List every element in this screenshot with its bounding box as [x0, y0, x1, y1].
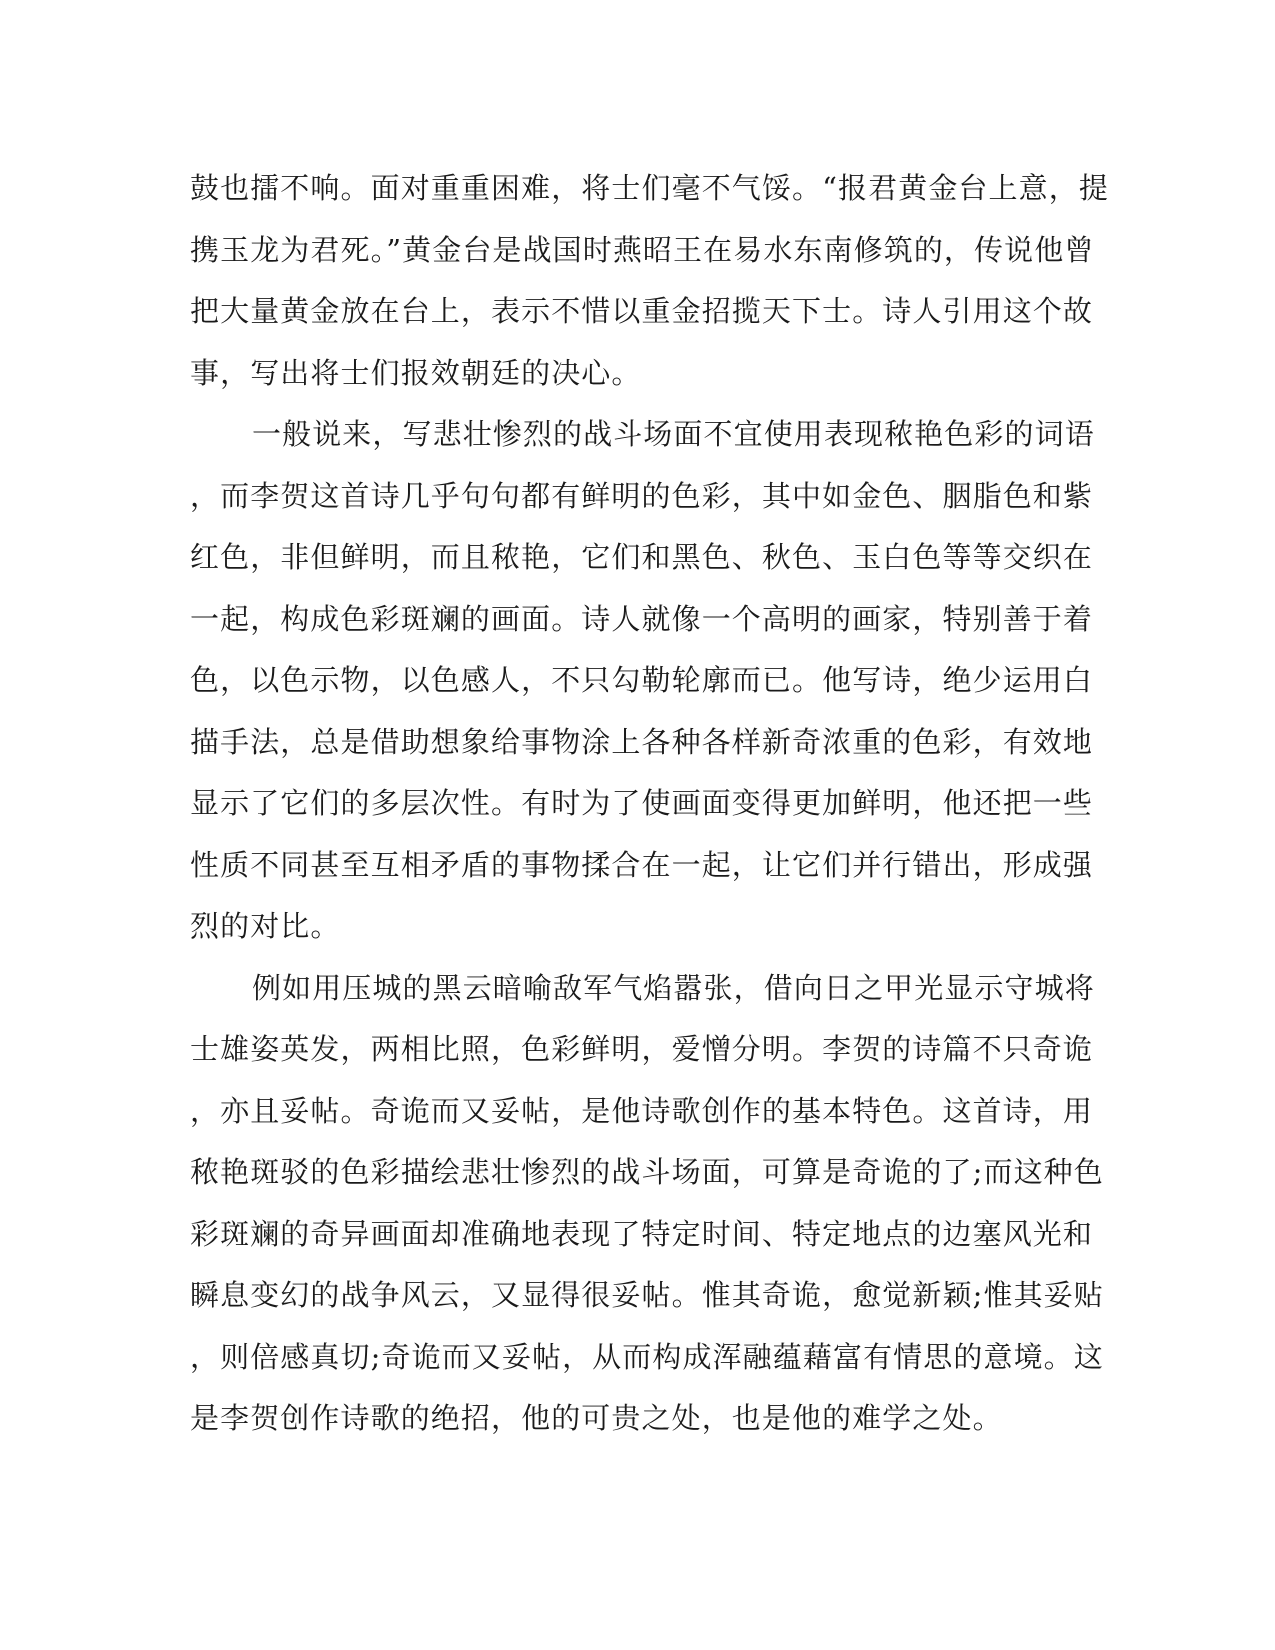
- paragraph-1: [190, 158, 1109, 404]
- text-line: ，亦且妥帖。奇诡而又妥帖，是他诗歌创作的基本特色。这首诗，用: [190, 1093, 1094, 1128]
- text-line: 士雄姿英发，两相比照，色彩鲜明，爱憎分明。李贺的诗篇不只奇诡: [190, 1032, 1094, 1066]
- text-line: 描手法，总是借助想象给事物涂上各种各样新奇浓重的色彩，有效地: [190, 724, 1094, 759]
- text-line: 例如用压城的黑云暗喻敌军气焰嚣张，借向日之甲光显示守城将: [252, 970, 1095, 1005]
- text-line: ，则倍感真切;奇诡而又妥帖，从而构成浑融蕴藉富有情思的意境。这: [190, 1339, 1104, 1374]
- text-line: 是李贺创作诗歌的绝招，他的可贵之处，也是他的难学之处。: [190, 1401, 1003, 1435]
- text-line: 显示了它们的多层次性。有时为了使画面变得更加鲜明，他还把一些: [190, 786, 1094, 820]
- text-line: 性质不同甚至互相矛盾的事物揉合在一起，让它们并行错出，形成强: [190, 847, 1094, 882]
- text-line: 秾艳斑驳的色彩描绘悲壮惨烈的战斗场面，可算是奇诡的了;而这种色: [190, 1155, 1104, 1189]
- text-line: 烈的对比。: [190, 909, 341, 943]
- text-line: 彩斑斓的奇异画面却准确地表现了特定时间、特定地点的边塞风光和: [190, 1216, 1094, 1251]
- text-line: 事，写出将士们报效朝廷的决心。: [190, 355, 642, 390]
- text-line: 鼓也擂不响。面对重重困难，将士们毫不气馁。“报君黄金台上意，提: [190, 171, 1109, 205]
- text-line: 一般说来，写悲壮惨烈的战斗场面不宜使用表现秾艳色彩的词语: [252, 417, 1095, 451]
- text-line: 瞬息变幻的战争风云，又显得很妥帖。惟其奇诡，愈觉新颖;惟其妥贴: [190, 1278, 1104, 1312]
- paragraph-3: [190, 958, 1104, 1450]
- text-line: 红色，非但鲜明，而且秾艳，它们和黑色、秋色、玉白色等等交织在: [190, 540, 1094, 574]
- text-line: 携玉龙为君死。”黄金台是战国时燕昭王在易水东南修筑的，传说他曾: [190, 232, 1095, 267]
- text-line: 把大量黄金放在台上，表示不惜以重金招揽天下士。诗人引用这个故: [190, 294, 1094, 328]
- text-line: 色，以色示物，以色感人，不只勾勒轮廓而已。他写诗，绝少运用白: [190, 663, 1094, 697]
- text-line: ，而李贺这首诗几乎句句都有鲜明的色彩，其中如金色、胭脂色和紫: [190, 478, 1094, 513]
- paragraph-2: [190, 404, 1095, 958]
- body-text: [190, 158, 1109, 1450]
- text-line: 一起，构成色彩斑斓的画面。诗人就像一个高明的画家，特别善于着: [190, 601, 1094, 636]
